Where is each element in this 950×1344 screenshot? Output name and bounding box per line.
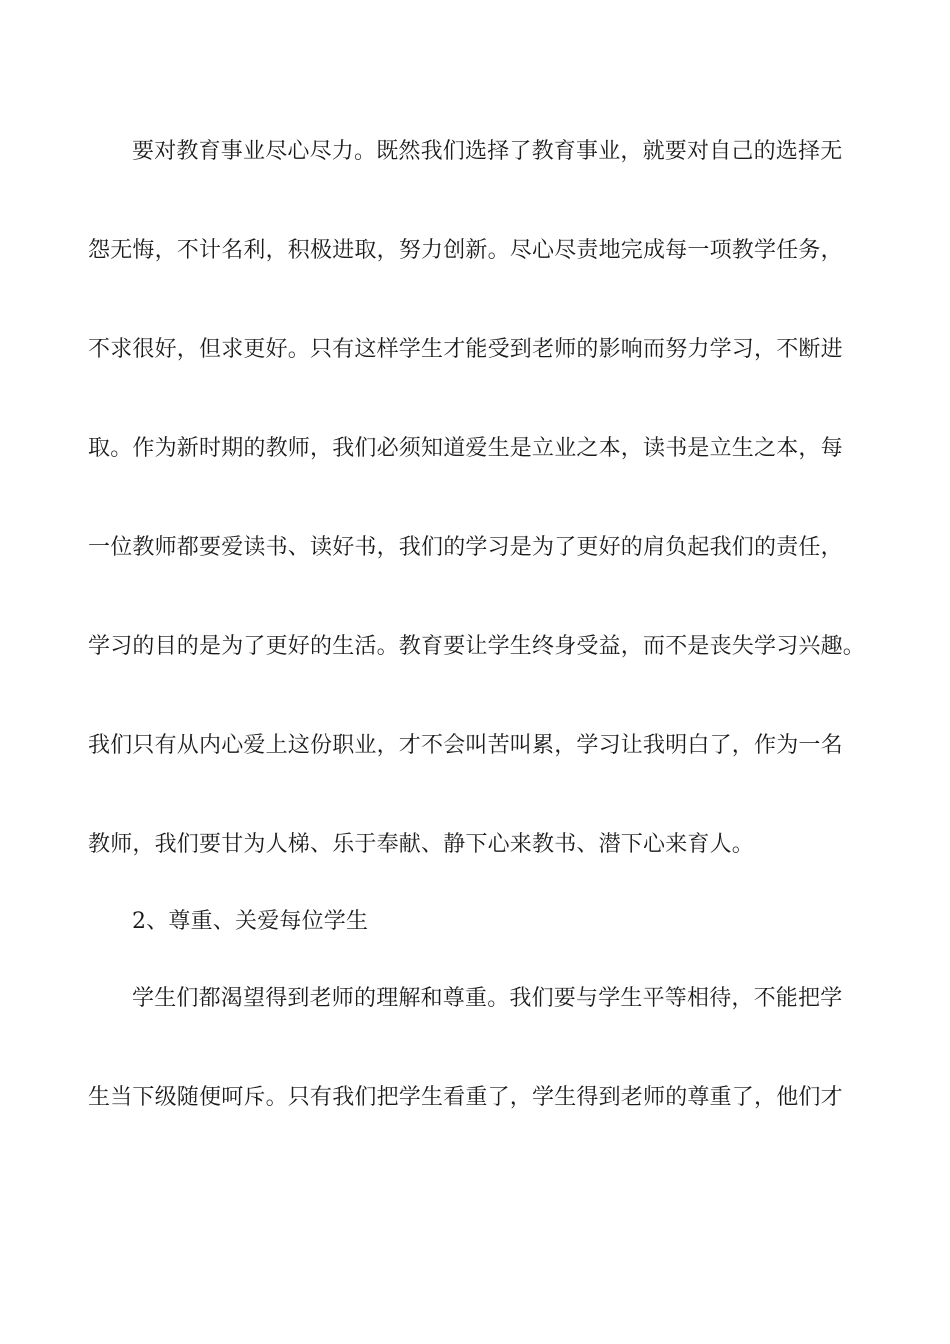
paragraph-line-4: 取。作为新时期的教师，我们必须知道爱生是立业之本，读书是立生之本，每: [88, 436, 843, 461]
paragraph-line-2: 怨无悔，不计名利，积极进取，努力创新。尽心尽责地完成每一项教学任务，: [88, 238, 843, 263]
paragraph-line-5: 一位教师都要爱读书、读好书，我们的学习是为了更好的肩负起我们的责任，: [88, 535, 843, 560]
paragraph-line-8: 教师，我们要甘为人梯、乐于奉献、静下心来教书、潜下心来育人。: [88, 832, 755, 857]
section-heading: 2、尊重、关爱每位学生: [132, 909, 369, 934]
paragraph-line-3: 不求很好，但求更好。只有这样学生才能受到老师的影响而努力学习，不断进: [88, 337, 843, 362]
paragraph-line-9: 学生们都渴望得到老师的理解和尊重。我们要与学生平等相待，不能把学: [132, 986, 843, 1011]
paragraph-line-7: 我们只有从内心爱上这份职业，才不会叫苦叫累，学习让我明白了，作为一名: [88, 733, 843, 758]
paragraph-line-1: 要对教育事业尽心尽力。既然我们选择了教育事业，就要对自己的选择无: [132, 139, 843, 164]
paragraph-line-10: 生当下级随便呵斥。只有我们把学生看重了，学生得到老师的尊重了，他们才: [88, 1085, 843, 1110]
paragraph-line-6: 学习的目的是为了更好的生活。教育要让学生终身受益，而不是丧失学习兴趣。: [88, 634, 866, 659]
